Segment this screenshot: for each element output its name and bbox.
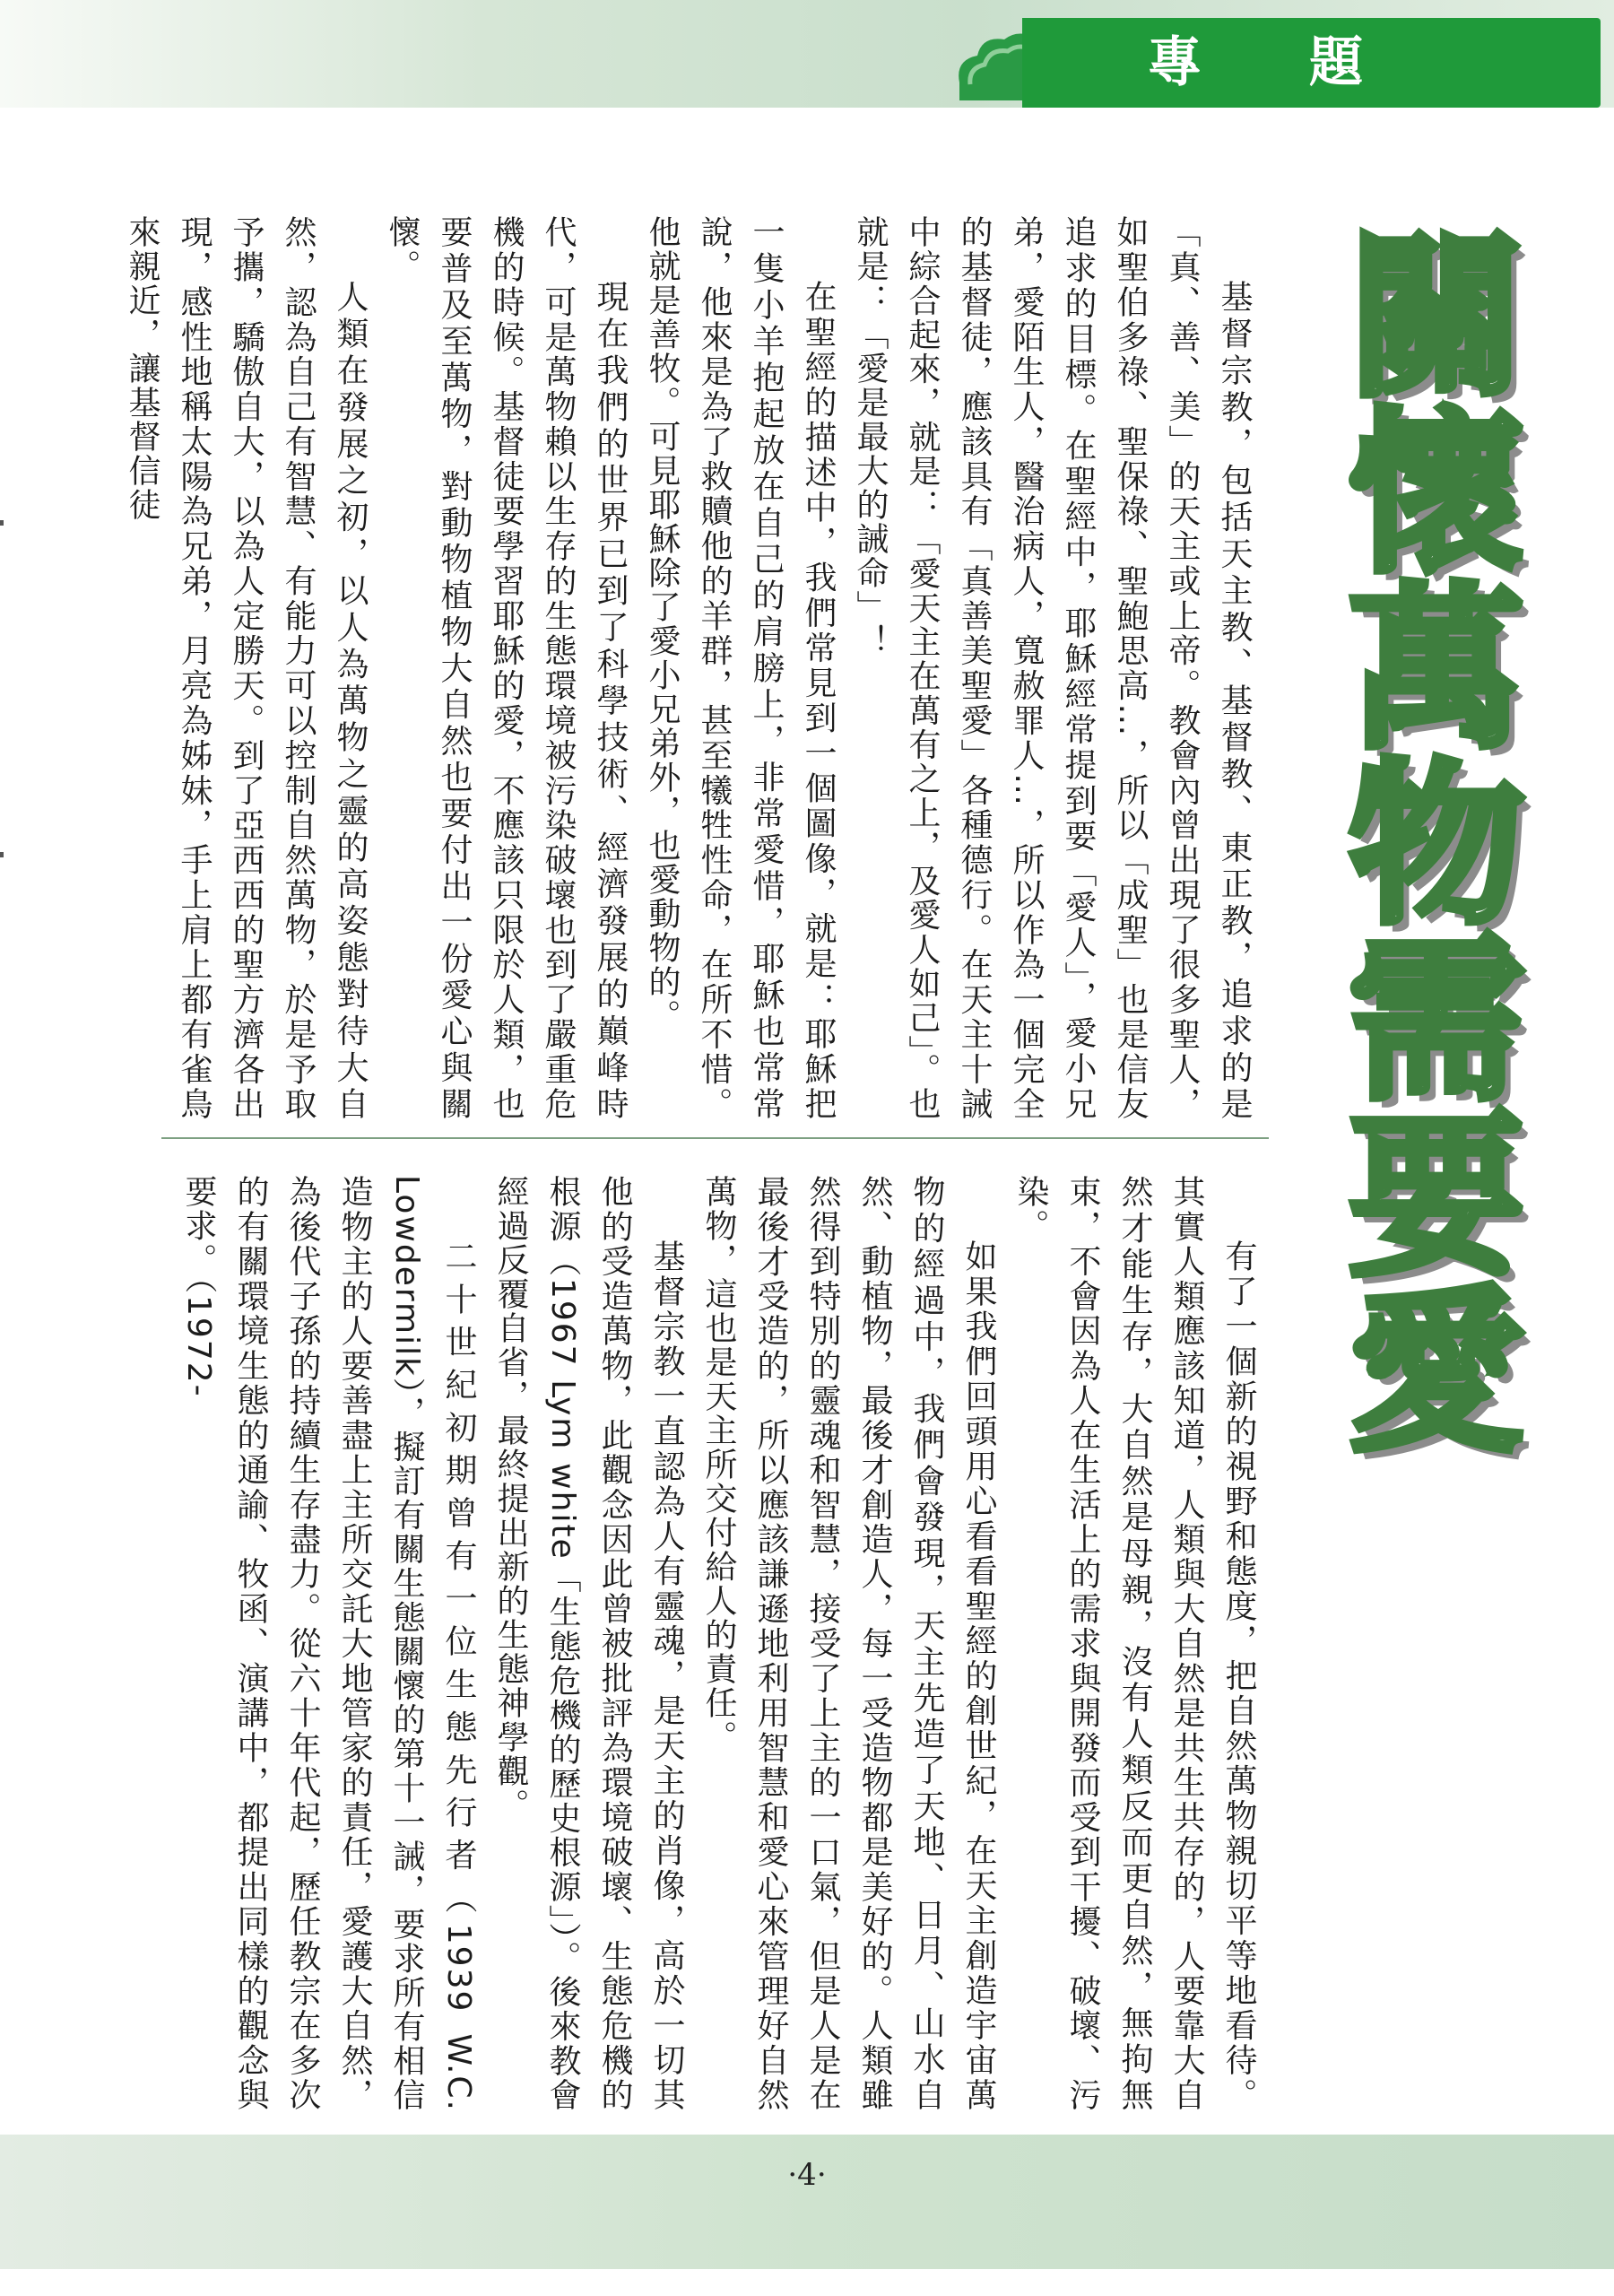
paragraph: 人類在發展之初，以人為萬物之靈的高姿態對待大自然，認為自己有智慧、有能力可以控制自然萬物，於是予取予攜，驕傲自大，以為人定勝天。到了亞西西的聖方濟各出現，感性地稱太陽為兄弟，月亮為姊妹，手上肩上都有雀鳥來親近，讓基督信徒: [124, 215, 369, 1121]
paragraph: 二十世紀初期曾有一位生態先行者（1939 W.C. Lowdermilk），擬訂有關生態關懷的第十一誡，要求所有相信造物主的人要善盡上主所交託大地管家的責任，愛護大自然，為後代子孫的持續生存盡力。從六十年代起，歷任教宗在多次的有關環境生態的通諭、牧函、演講中，都提出同樣的觀念與要求。（1972-: [180, 1175, 477, 2112]
article-title: 關懷萬物需要愛: [1319, 224, 1523, 1455]
paragraph: 基督宗教，包括天主教、基督教、東正教，追求的是「真、善、美」的天主或上帝。教會內曾出現了很多聖人，如聖伯多祿、聖保祿、聖鮑思高…，所以「成聖」也是信友追求的目標。在聖經中，耶穌經常提到要「愛人」，愛小兄弟，愛陌生人，醫治病人，寬赦罪人…，所以作為一個完全的基督徒，應該具有「真善美聖愛」各種德行。在天主十誡中綜合起來，就是：「愛天主在萬有之上，及愛人如己」。也就是：「愛是最大的誡命」！: [852, 215, 1253, 1121]
paragraph: 如果我們回頭用心看看聖經的創世紀，在天主創造宇宙萬物的經過中，我們會發現，天主先造了天地、日月、山水自然、動植物，最後才創造人，每一受造物都是美好的。人類雖然得到特別的靈魂和智慧，接受了上主的一口氣，但是人是在最後才受造的，所以應該謙遜地利用智慧和愛心來管理好自然萬物，這也是天主所交付給人的責任。: [700, 1175, 997, 2112]
paragraph: 有了一個新的視野和態度，把自然萬物親切平等地看待。其實人類應該知道，人類與大自然是共生共存的，人要靠大自然才能生存，大自然是母親，沒有人類反而更自然，無拘無束，不會因為人在生活上的需求與開發而受到干擾、破壞、污染。: [1012, 1175, 1257, 2112]
section-label: 專題: [1148, 31, 1471, 94]
lower-text-block: [157, 1175, 1264, 2112]
paragraph: 在聖經的描述中，我們常見到一個圖像，就是：耶穌把一隻小羊抱起放在自己的肩膀上，非常愛惜，耶穌也常常說，他來是為了救贖他的羊群，甚至犧牲性命，在所不惜。他就是善牧。可見耶穌除了愛小兄弟外，也愛動物的。: [644, 215, 837, 1121]
paragraph: 現在我們的世界已到了科學技術、經濟發展的巔峰時代，可是萬物賴以生存的生態環境被污染破壞也到了嚴重危機的時候。基督徒要學習耶穌的愛，不應該只限於人類，也要普及至萬物，對動物植物大自然也要付出一份愛心與關懷。: [384, 215, 629, 1121]
bottom-band: [0, 2135, 1614, 2269]
page-number: ·4·: [787, 2157, 827, 2193]
upper-text-block: [124, 215, 1260, 1121]
section-header: [950, 18, 1601, 108]
section-divider: [161, 1137, 1269, 1139]
binding-mark: [0, 852, 4, 857]
paragraph: 基督宗教一直認為人有靈魂，是天主的肖像，高於一切其他的受造萬物，此觀念因此曾被批評為環境破壞、生態危機的根源（1967 Lym white「生態危機的歷史根源」）。後來教會經過反覆自省，最終提出新的生態神學觀。: [492, 1175, 685, 2112]
binding-mark: [0, 520, 4, 526]
